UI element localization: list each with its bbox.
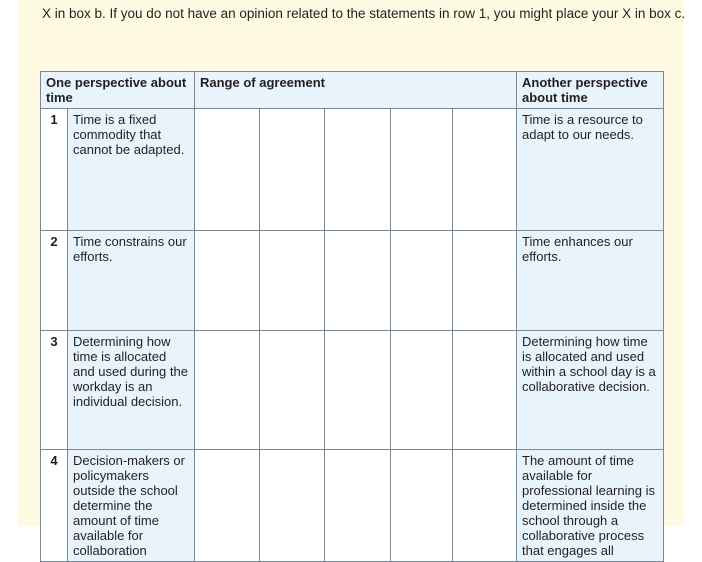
agreement-box-b[interactable] [260,109,325,231]
right-perspective-cell: Time enhances our efforts. [517,231,664,331]
row-number: 4 [41,450,68,562]
left-perspective-cell: Time constrains our efforts. [68,231,195,331]
agreement-box-b[interactable] [260,450,325,562]
agreement-box-a[interactable] [195,450,260,562]
row-number: 2 [41,231,68,331]
agreement-box-a[interactable] [195,331,260,450]
agreement-box-d[interactable] [391,109,453,231]
agreement-box-e[interactable] [453,331,517,450]
agreement-box-d[interactable] [391,450,453,562]
agreement-box-a[interactable] [195,231,260,331]
agreement-box-b[interactable] [260,231,325,331]
right-perspective-cell: Determining how time is allocated and used within a school day is a collaborative decision. [517,331,664,450]
left-perspective-cell: Determining how time is allocated and used during the workday is an individual decision. [68,331,195,450]
perspectives-table [40,71,664,562]
agreement-box-e[interactable] [453,109,517,231]
table-row [41,450,664,562]
agreement-box-d[interactable] [391,231,453,331]
agreement-box-a[interactable] [195,109,260,231]
table-row [41,231,664,331]
agreement-box-e[interactable] [453,450,517,562]
right-perspective-cell: Time is a resource to adapt to our needs. [517,109,664,231]
header-one-perspective: One perspective about time [41,72,195,109]
agreement-box-c[interactable] [325,231,391,331]
header-range-of-agreement: Range of agreement [195,72,517,109]
agreement-box-b[interactable] [260,331,325,450]
table-row [41,109,664,231]
header-row [41,72,664,109]
agreement-box-c[interactable] [325,109,391,231]
agreement-box-d[interactable] [391,331,453,450]
agreement-box-c[interactable] [325,331,391,450]
row-number: 3 [41,331,68,450]
table-row [41,331,664,450]
header-another-perspective: Another perspective about time [517,72,664,109]
agreement-box-c[interactable] [325,450,391,562]
right-perspective-cell: The amount of time available for professional learning is determined inside the school through a collaborative process that engages all [517,450,664,562]
left-perspective-cell: Decision-makers or policymakers outside the school determine the amount of time available for collaboration [68,450,195,562]
agreement-box-e[interactable] [453,231,517,331]
left-perspective-cell: Time is a fixed commodity that cannot be adapted. [68,109,195,231]
row-number: 1 [41,109,68,231]
instruction-text: X in box b. If you do not have an opinion related to the statements in row 1, you might place your X in box c. [42,6,686,21]
